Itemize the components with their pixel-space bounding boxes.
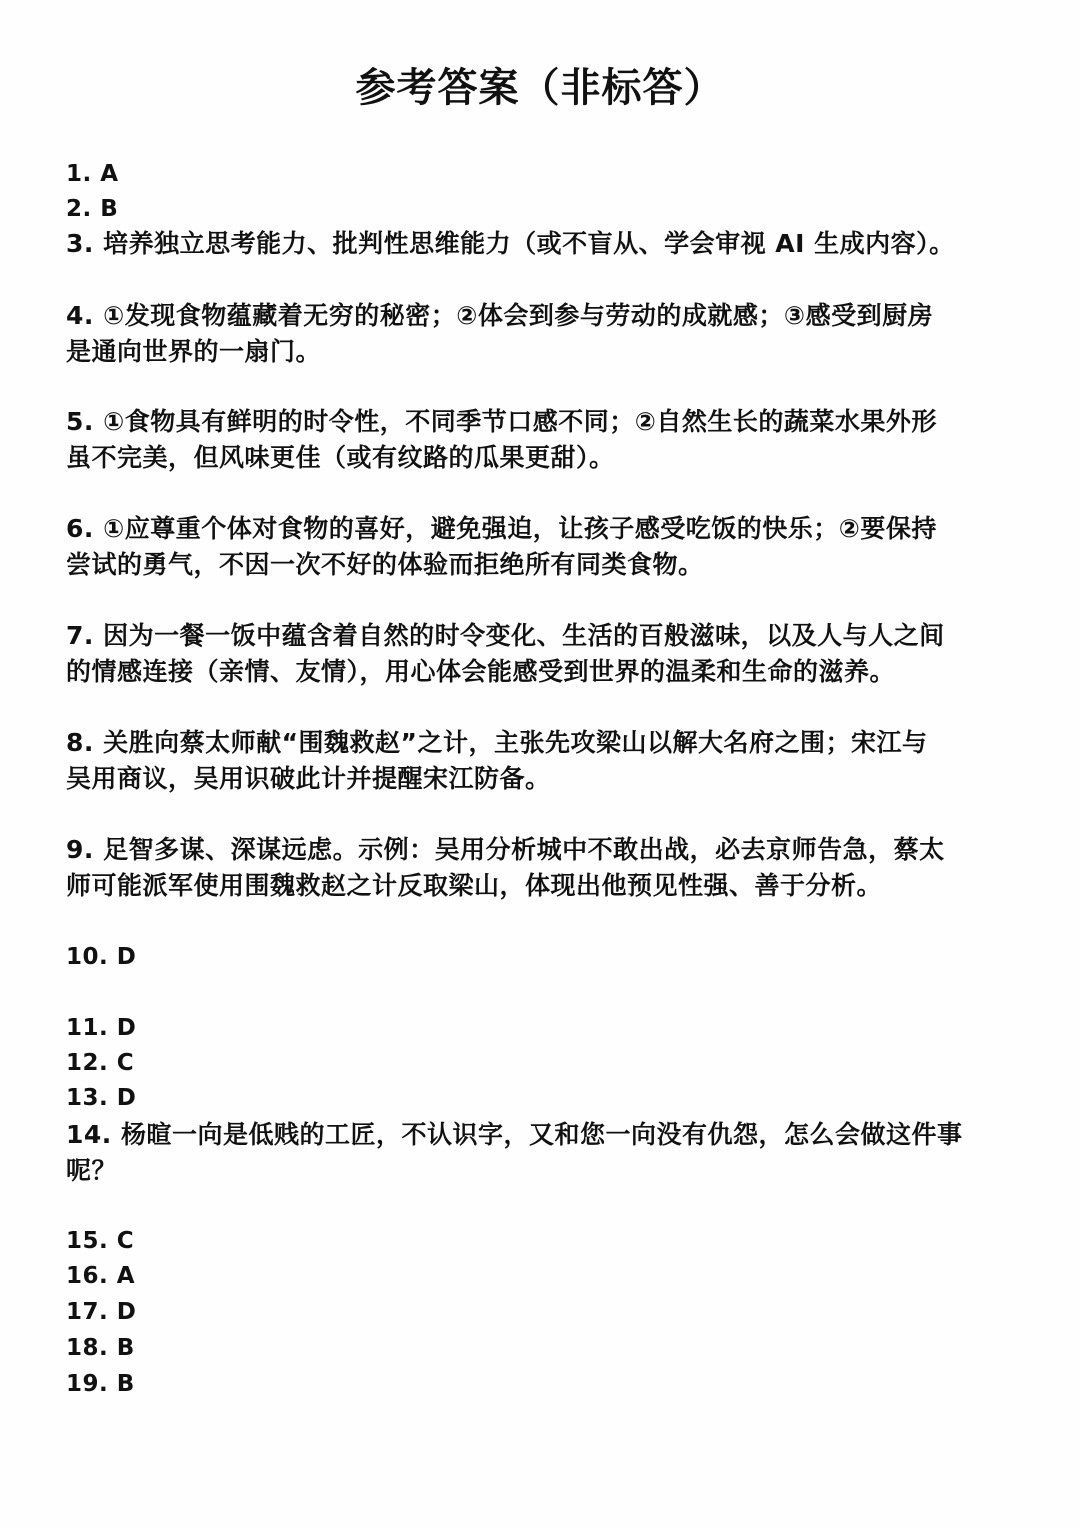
answer-line: 19. B <box>66 1371 135 1397</box>
answer-line: 18. B <box>66 1335 135 1361</box>
page-title: 参考答案（非标答） <box>355 65 725 111</box>
answer-line: 6. ①应尊重个体对食物的喜好，避免强迫，让孩子感受吃饭的快乐；②要保持 <box>66 514 937 543</box>
answer-line: 9. 足智多谋、深谋远虑。示例：吴用分析城中不敢出战，必去京师告急，蔡太 <box>66 835 945 864</box>
answer-line: 尝试的勇气，不因一次不好的体验而拒绝所有同类食物。 <box>66 550 704 579</box>
answer-line: 虽不完美，但风味更佳（或有纹路的瓜果更甜）。 <box>66 443 615 472</box>
answer-line: 17. D <box>66 1299 137 1325</box>
answer-line: 12. C <box>66 1050 135 1076</box>
answer-line: 7. 因为一餐一饭中蕴含着自然的时令变化、生活的百般滋味，以及人与人之间 <box>66 621 945 650</box>
answer-line: 3. 培养独立思考能力、批判性思维能力（或不盲从、学会审视 AI 生成内容）。 <box>66 229 955 258</box>
answer-line: 15. C <box>66 1228 135 1254</box>
answer-line: 13. D <box>66 1085 137 1111</box>
answer-line: 11. D <box>66 1015 137 1041</box>
answer-line: 5. ①食物具有鲜明的时令性，不同季节口感不同；②自然生长的蔬菜水果外形 <box>66 407 937 436</box>
answer-line: 是通向世界的一扇门。 <box>66 337 322 366</box>
answer-line: 10. D <box>66 944 137 970</box>
answer-line: 吴用商议，吴用识破此计并提醒宋江防备。 <box>66 764 551 793</box>
answer-line: 的情感连接（亲情、友情），用心体会能感受到世界的温柔和生命的滋养。 <box>66 657 896 686</box>
answer-line: 1. A <box>66 161 119 187</box>
answer-line: 4. ①发现食物蕴藏着无穷的秘密；②体会到参与劳动的成就感；③感受到厨房 <box>66 301 934 330</box>
answer-line: 16. A <box>66 1263 136 1289</box>
answer-line: 8. 关胜向蔡太师献“围魏救赵”之计，主张先攻梁山以解大名府之围；宋江与 <box>66 728 928 757</box>
answer-line: 14. 杨暄一向是低贱的工匠，不认识字，又和您一向没有仇怨，怎么会做这件事 <box>66 1120 963 1149</box>
answer-line: 呢？ <box>66 1156 118 1185</box>
answer-line: 师可能派军使用围魏救赵之计反取梁山，体现出他预见性强、善于分析。 <box>66 871 883 900</box>
answer-line: 2. B <box>66 196 119 222</box>
